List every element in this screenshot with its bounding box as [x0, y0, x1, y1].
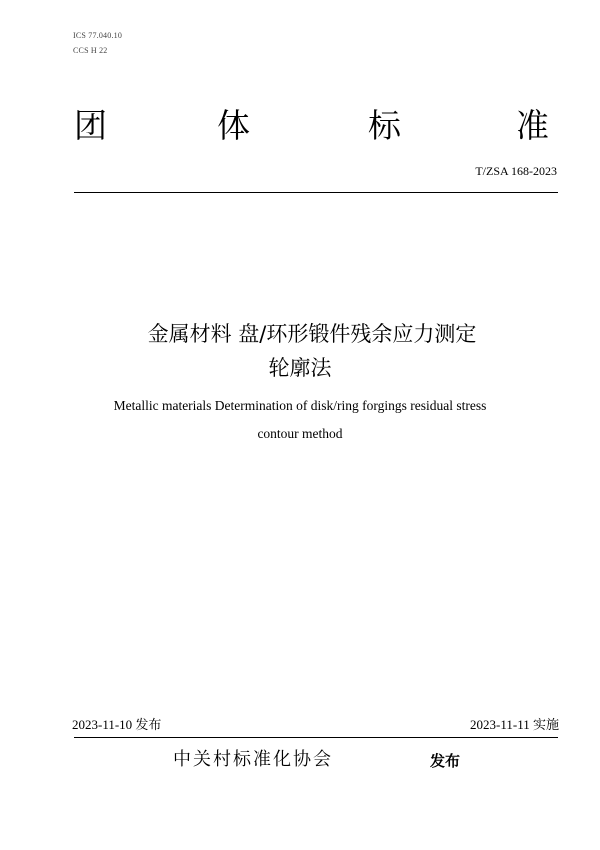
header-char-1: 团 — [74, 106, 107, 145]
header-char-2: 体 — [217, 106, 250, 145]
title-chinese-line-2: 轮廓法 — [268, 356, 332, 380]
title-english-line-2: contour method — [257, 426, 343, 441]
bottom-divider — [74, 737, 558, 738]
implementation-date: 2023-11-11 实施 — [470, 717, 559, 732]
title-english-line-1: Metallic materials Determination of disk/ring forgings residual stress — [113, 398, 487, 413]
ics-code: ICS 77.040.10 — [73, 31, 123, 40]
publisher-name: 中关村标准化协会 — [173, 749, 333, 770]
issue-date: 2023-11-10 发布 — [72, 717, 162, 732]
header-char-4: 准 — [516, 106, 549, 145]
top-divider — [74, 192, 558, 193]
publisher-action: 发布 — [430, 752, 461, 770]
standard-number: T/ZSA 168-2023 — [475, 164, 557, 178]
header-char-3: 标 — [368, 106, 401, 145]
title-chinese-line-1: 金属材料 盘/环形锻件残余应力测定 — [147, 322, 477, 346]
ccs-code: CCS H 22 — [73, 46, 108, 55]
